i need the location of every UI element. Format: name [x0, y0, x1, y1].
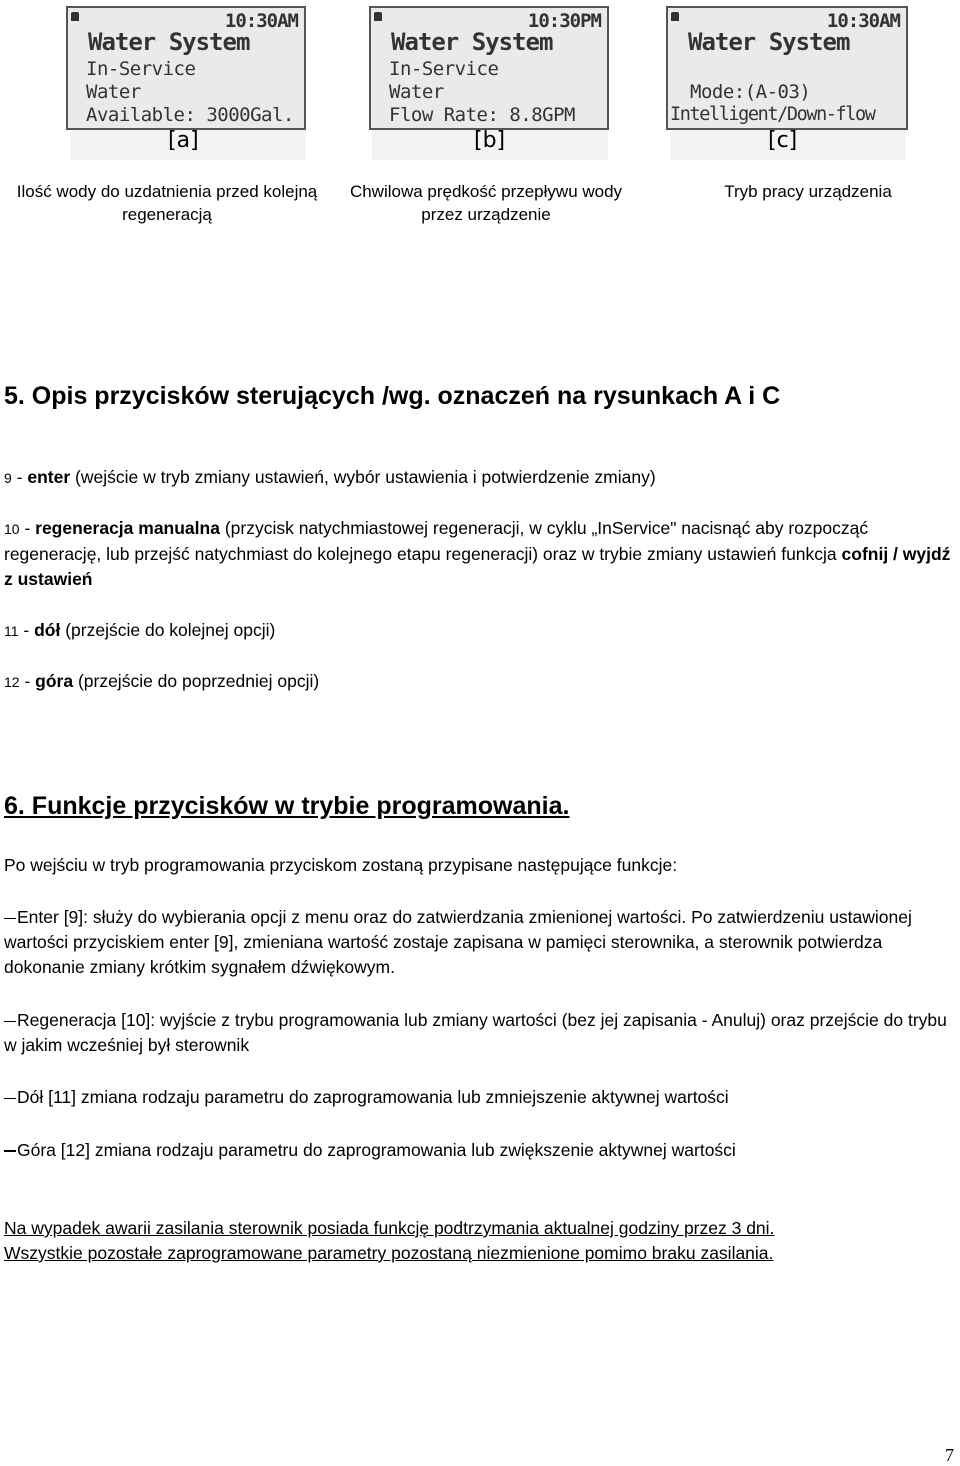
lcd-line: Available: 3000Gal. [86, 104, 294, 126]
caption-a: Ilość wody do uzdatnienia przed kolejną regeneracją [16, 182, 318, 224]
lcd-line: In-Service [389, 58, 499, 80]
lcd-screen-b [369, 6, 609, 130]
lcd-clock: 10:30AM [826, 10, 900, 32]
item-number: 11 [4, 623, 19, 639]
lcd-line: Mode:(A-03) [690, 81, 811, 103]
power-failure-note-2: Wszystkie pozostałe zaprogramowane parametry pozostaną niezmienione pomimo braku zasilania. [4, 1243, 774, 1263]
bullet-dash [4, 1021, 16, 1022]
item-number: 12 [4, 674, 20, 690]
caption-b: Chwilowa prędkość przepływu wody przez urządzenie [349, 182, 623, 224]
item-9 [4, 465, 960, 491]
bullet-dash [4, 1150, 16, 1152]
item-separator: - [19, 671, 36, 691]
lcd-title: Water System [88, 28, 250, 56]
item-separator: - [11, 467, 28, 487]
bullet-dash [4, 918, 16, 919]
item-key: góra [35, 671, 74, 691]
section-5-heading: 5. Opis przycisków sterujących /wg. oznaczeń na rysunkach A i C [4, 382, 781, 410]
item-separator: - [19, 518, 36, 538]
item-10 [4, 516, 960, 592]
item-number: 10 [4, 521, 20, 537]
lcd-line: Water [389, 81, 444, 103]
item-number: 9 [4, 470, 12, 486]
lcd-line: In-Service [86, 58, 196, 80]
item-description: (przejście do poprzedniej opcji) [73, 671, 320, 691]
function-up [4, 1138, 960, 1163]
lock-icon [71, 12, 79, 21]
lcd-title: Water System [391, 28, 553, 56]
lcd-line: Water [86, 81, 141, 103]
section-6-intro: Po wejściu w tryb programowania przyciskom zostaną przypisane następujące funkcje: [4, 855, 678, 875]
item-key: dół [34, 620, 61, 640]
item-11 [4, 618, 960, 644]
caption-c: Tryb pracy urządzenia [724, 182, 892, 201]
item-description: (przejście do kolejnej opcji) [60, 620, 276, 640]
item-key-secondary: cofnij / wyjdź z ustawień [4, 544, 951, 589]
lcd-title: Water System [688, 28, 850, 56]
item-separator: - [18, 620, 35, 640]
item-key: regeneracja manualna [35, 518, 220, 538]
lock-icon [671, 12, 679, 21]
function-text: Dół [11] zmiana rodzaju parametru do zaprogramowania lub zmniejszenie aktywnej wartości [17, 1087, 729, 1107]
section-6-heading: 6. Funkcje przycisków w trybie programowania. [4, 792, 570, 820]
lcd-line: Intelligent/Down-flow [670, 104, 875, 125]
figure-label-a: [a] [168, 128, 199, 153]
function-down [4, 1085, 960, 1110]
lock-icon [374, 12, 382, 21]
function-text: Enter [9]: służy do wybierania opcji z menu oraz do zatwierdzania zmienionej wartości. Po zatwierdzeniu ustawionej wartości przyciskiem enter [9], zmieniana wartość zostaje zapisana w pamięci sterownika, a sterownik potwierdza dokonanie zmiany krótkim sygnałem dźwiękowym. [4, 907, 912, 977]
bullet-dash [4, 1098, 16, 1099]
lcd-screen-c [666, 6, 908, 130]
item-description: (przycisk natychmiastowej regeneracji, w cyklu „InService" nacisnąć aby rozpocząć regenerację, lub przejść natychmiast do kolejnego etapu regeneracji) oraz w trybie zmiany ustawień funkcja [4, 518, 869, 564]
item-12 [4, 669, 960, 695]
item-description: (wejście w tryb zmiany ustawień, wybór ustawienia i potwierdzenie zmiany) [70, 467, 656, 487]
lcd-screen-a [66, 6, 306, 130]
page-number: 7 [945, 1445, 954, 1465]
lcd-line: Flow Rate: 8.8GPM [389, 104, 575, 126]
figure-label-b: [b] [474, 128, 506, 153]
power-failure-note-1: Na wypadek awarii zasilania sterownik posiada funkcję podtrzymania aktualnej godziny przez 3 dni. [4, 1218, 775, 1238]
function-text: Góra [12] zmiana rodzaju parametru do zaprogramowania lub zwiększenie aktywnej wartości [17, 1140, 736, 1160]
function-regeneration [4, 1008, 960, 1058]
lcd-clock: 10:30PM [527, 10, 601, 32]
lcd-clock: 10:30AM [224, 10, 298, 32]
figure-label-c: [c] [768, 128, 798, 153]
function-enter [4, 905, 960, 980]
function-text: Regeneracja [10]: wyjście z trybu programowania lub zmiany wartości (bez jej zapisania - Anuluj) oraz przejście do trybu w jakim wcześniej był sterownik [4, 1010, 947, 1055]
item-key: enter [27, 467, 71, 487]
